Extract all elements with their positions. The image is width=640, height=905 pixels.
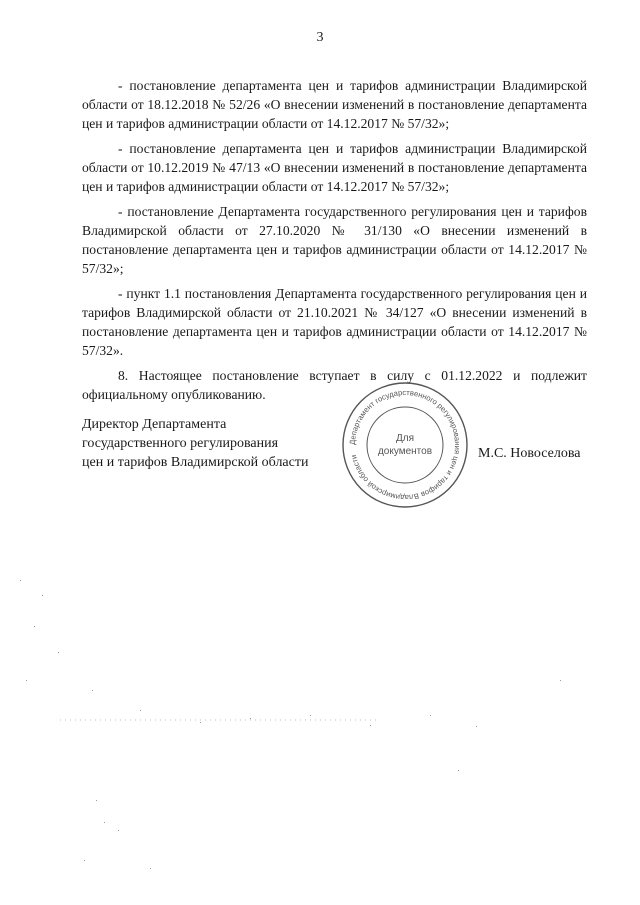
signatory-position-line: Директор Департамента [82,417,227,432]
scan-speck [200,722,201,723]
scan-speck [104,822,105,823]
scan-speck [370,725,371,726]
scan-speck [476,726,477,727]
official-stamp [340,380,470,510]
paragraph-resolution-2021: - пункт 1.1 постановления Департамента государственного регулирования цен и тарифов Владимирской области от 21.10.2021 № 34/127 «О внесении изменений в постановление департамента цен и тарифов администрации области от 14.12.2017 № 57/32». [82,286,587,358]
stamp-inner-ring [367,407,443,483]
scan-speck [84,860,85,861]
scan-speck [250,718,251,719]
scan-speck [560,680,561,681]
scan-speck [430,715,431,716]
page-number: 3 [316,30,324,45]
paragraph-resolution-2020: - постановление Департамента государственного регулирования цен и тарифов Владимирской области от 27.10.2020 № 31/130 «О внесении изменений в постановление департамента цен и тарифов администрации области от 14.12.2017 № 57/32»; [82,204,587,276]
scan-speck [58,652,59,653]
scan-noise [0,560,640,890]
scan-speck [26,680,27,681]
stamp-outer-ring [343,383,467,507]
scan-speck [458,770,459,771]
scan-speck [92,690,93,691]
signatory-position [82,415,308,472]
scan-speck [310,715,311,716]
scan-speck [34,626,35,627]
scan-speck [96,800,97,801]
scan-speck [20,580,21,581]
scan-speck [118,830,119,831]
stamp-ring-text: Департамент государственного регулирования цен и тарифов Владимирской области [347,387,463,503]
signatory-position-line: цен и тарифов Владимирской области [82,455,309,470]
signatory-position-line: государственного регулирования [82,436,279,451]
scan-speck [150,868,151,869]
paragraph-effective-date: 8. Настоящее постановление вступает в силу с 01.12.2022 и подлежит официальному опубликованию. [82,368,587,402]
paragraph-resolution-2018: - постановление департамента цен и тарифов администрации Владимирской области от 18.12.2018 № 52/26 «О внесении изменений в постановление департамента цен и тарифов администрации области от 14.12.2017 № 57/32»; [82,78,587,131]
scan-speck [140,710,141,711]
stamp-center-line-1: Для [395,433,415,444]
paragraph-resolution-2019: - постановление департамента цен и тарифов администрации Владимирской области от 10.12.2019 № 47/13 «О внесении изменений в постановление департамента цен и тарифов администрации области от 14.12.2017 № 57/32»; [82,141,587,194]
stamp-center-line-2: документов [377,446,433,457]
scan-speck [42,595,43,596]
signatory-name: М.С. Новоселова [478,446,581,461]
document-body [82,76,587,404]
